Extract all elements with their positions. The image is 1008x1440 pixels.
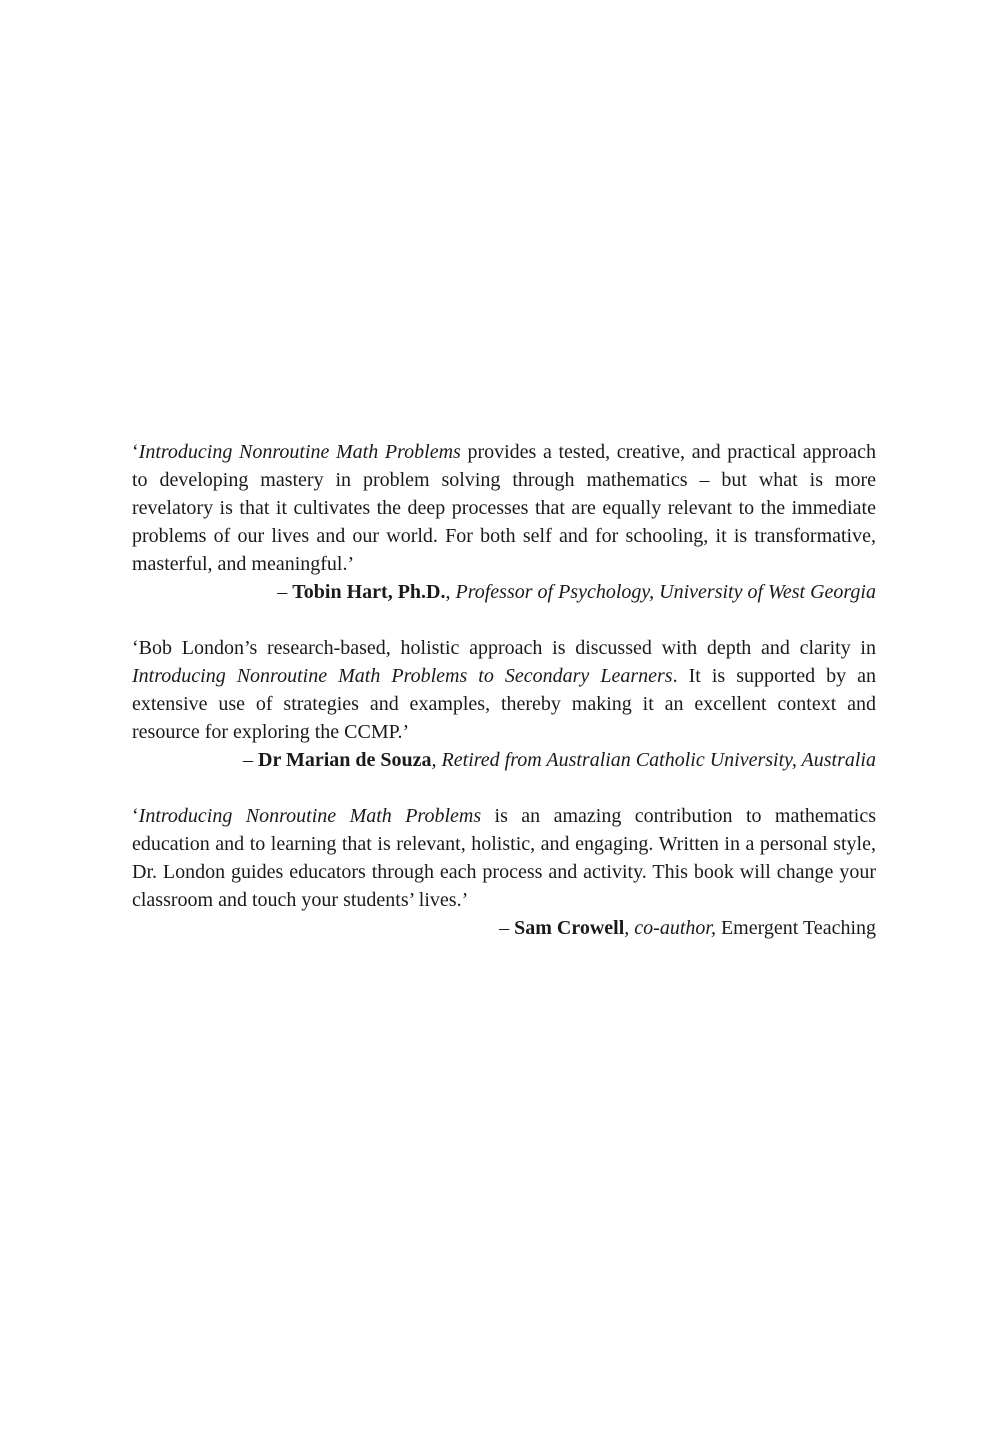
quote-text-after: . It is supported by an extensive use of strategies and examples, thereby making it an excellent context and resource for exploring the CCMP.’ bbox=[132, 665, 877, 743]
endorsement-quote bbox=[132, 802, 876, 914]
quote-text: provides a tested, creative, and practical approach to developing mastery in problem solving through mathematics – but what is more revelatory is that it cultivates the deep processes that are equally relevant to the immediate problems of our lives and our world. For both self and for schooling, it is transformative, masterful, and meaningful.’ bbox=[132, 441, 876, 575]
endorsement-quote bbox=[132, 438, 876, 578]
endorsement-1 bbox=[132, 438, 876, 606]
endorsement-attribution bbox=[132, 578, 876, 606]
endorsement-2 bbox=[132, 634, 876, 774]
book-title: Introducing Nonroutine Math Problems bbox=[138, 441, 461, 463]
endorser-role: Professor of Psychology, University of West Georgia bbox=[455, 581, 876, 603]
endorser-name: Sam Crowell bbox=[514, 917, 625, 939]
attribution-dash: – bbox=[499, 917, 515, 939]
attribution-dash: – bbox=[277, 581, 293, 603]
endorsement-attribution bbox=[132, 914, 876, 942]
quote-text: is an amazing contribution to mathematics education and to learning that is relevant, holistic, and engaging. Written in a personal style, Dr. London guides educators through each process and activity. This book will change your classroom and touch your students’ lives.’ bbox=[132, 805, 876, 911]
endorser-name: Dr Marian de Souza bbox=[258, 749, 432, 771]
book-title: Introducing Nonroutine Math Problems bbox=[138, 805, 482, 827]
endorser-work: Emergent Teaching bbox=[720, 917, 876, 939]
book-title: Introducing Nonroutine Math Problems to Secondary Learners bbox=[132, 665, 673, 687]
endorsements-section bbox=[132, 438, 876, 970]
endorsement-attribution bbox=[132, 746, 876, 774]
endorser-role: , Retired from Australian Catholic University, Australia bbox=[431, 749, 876, 771]
endorser-name: Tobin Hart, Ph.D. bbox=[292, 581, 446, 603]
quote-text-before: ‘Bob London’s research-based, holistic approach is discussed with depth and clarity in bbox=[132, 637, 876, 659]
endorser-role: , co-author, bbox=[624, 917, 716, 939]
endorsement-3 bbox=[132, 802, 876, 942]
quote-open-mark: ‘ bbox=[132, 805, 139, 827]
attribution-separator: , bbox=[445, 581, 456, 603]
quote-open-mark: ‘ bbox=[132, 441, 139, 463]
attribution-dash: – bbox=[243, 749, 259, 771]
endorsement-quote bbox=[132, 634, 876, 746]
